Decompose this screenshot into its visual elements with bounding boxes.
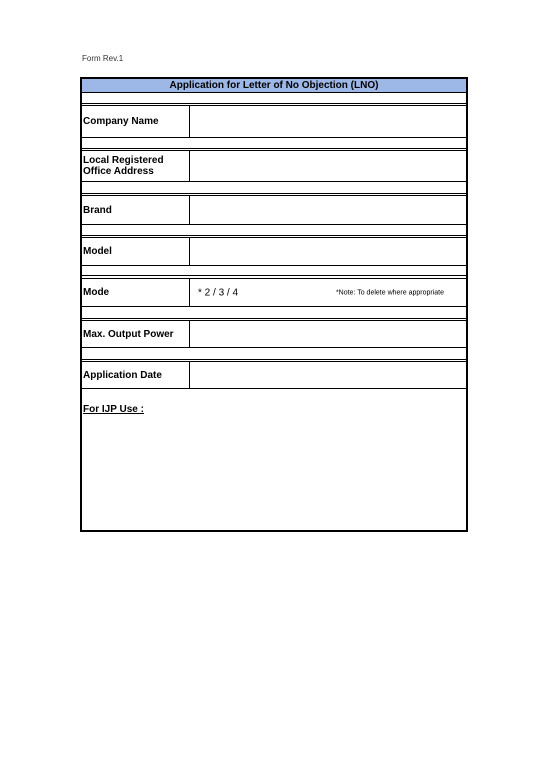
mode-field[interactable] [190, 279, 466, 306]
address-label-line2: Office Address [83, 166, 154, 177]
model-row [82, 237, 466, 266]
spacer-row [82, 148, 466, 149]
address-label-line1: Local Registered [83, 155, 164, 166]
spacer-row [82, 318, 466, 319]
company-name-label: Company Name [82, 106, 190, 137]
application-date-row [82, 361, 466, 389]
form-revision: Form Rev.1 [82, 54, 124, 63]
ijp-use-label: For IJP Use : [83, 404, 144, 415]
max-output-power-row [82, 320, 466, 348]
spacer-row [82, 275, 466, 276]
brand-field[interactable] [190, 196, 466, 224]
max-output-power-label: Max. Output Power [82, 321, 190, 347]
company-name-row [82, 105, 466, 138]
address-row [82, 150, 466, 182]
model-field[interactable] [190, 238, 466, 265]
form-title: Application for Letter of No Objection (LNO) [82, 79, 466, 93]
mode-row [82, 278, 466, 307]
mode-value: * 2 / 3 / 4 [198, 287, 239, 298]
spacer-row [82, 235, 466, 236]
address-field[interactable] [190, 151, 466, 181]
brand-row [82, 195, 466, 225]
model-label: Model [82, 238, 190, 265]
spacer-row [82, 359, 466, 360]
brand-label: Brand [82, 196, 190, 224]
application-form [80, 77, 468, 532]
application-date-label: Application Date [82, 362, 190, 388]
mode-note: *Note: To delete where appropriate [335, 289, 444, 296]
company-name-field[interactable] [190, 106, 466, 137]
mode-label: Mode [82, 279, 190, 306]
spacer-row [82, 193, 466, 194]
application-date-field[interactable] [190, 362, 466, 388]
address-label [82, 151, 190, 181]
max-output-power-field[interactable] [190, 321, 466, 347]
spacer-row [82, 103, 466, 104]
